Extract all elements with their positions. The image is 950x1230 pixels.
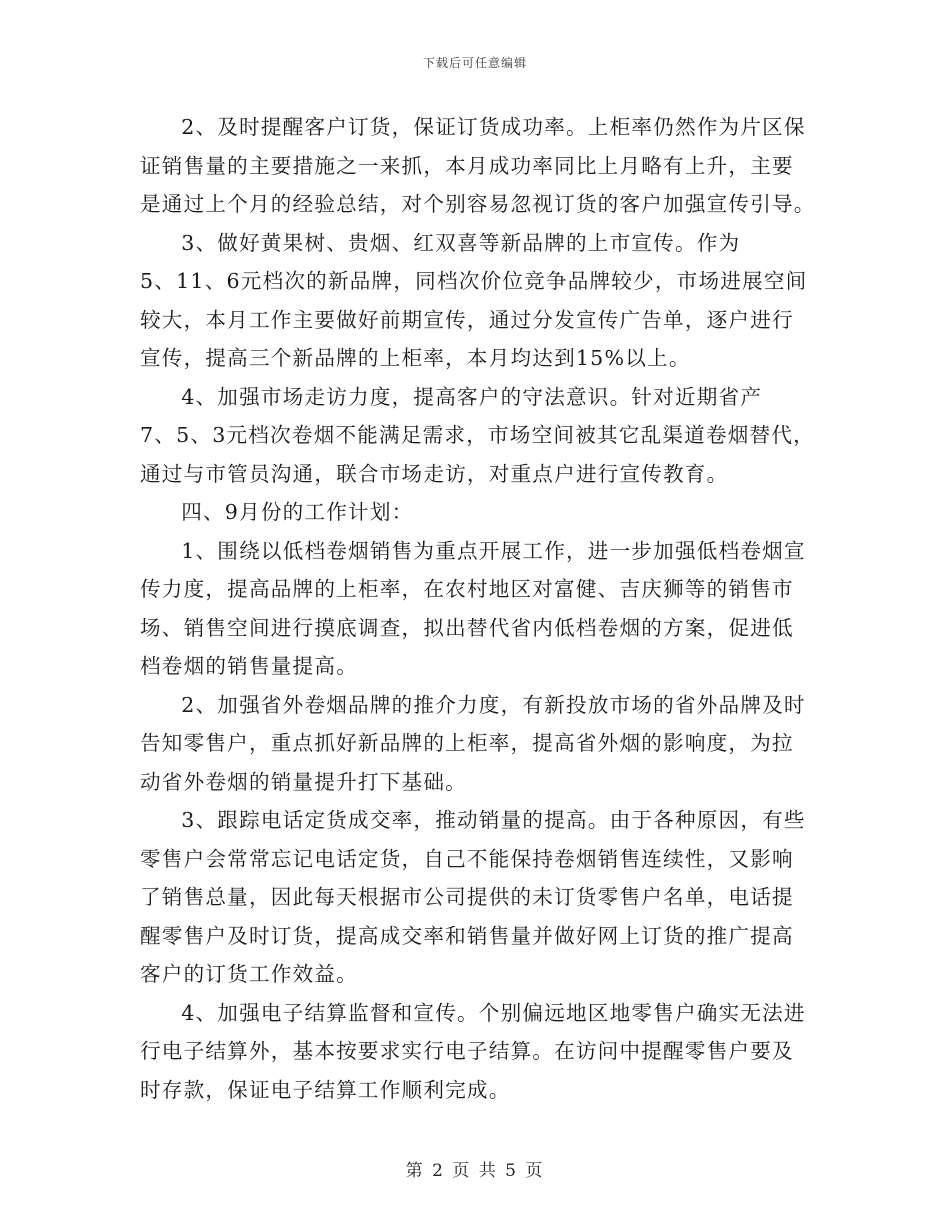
text-line: 5、11、6元档次的新品牌，同档次价位竞争品牌较少，市场进展空间	[140, 269, 808, 293]
text-line: 7、5、3元档次卷烟不能满足需求，市场空间被其它乱渠道卷烟替代，	[140, 423, 815, 447]
text-line: 1、围绕以低档卷烟销售为重点开展工作，进一步加强低档卷烟宣	[181, 538, 806, 563]
section-heading-september-plan	[140, 493, 812, 532]
text-line: 时存款，保证电子结算工作顺利完成。	[140, 1077, 511, 1102]
text-line: 客户的订货工作效益。	[140, 962, 358, 986]
text-line: 是通过上个月的经验总结，对个别容易忽视订货的客户加强宣传引导。	[140, 192, 816, 216]
text-line: 醒零售户及时订货，提高成交率和销售量并做好网上订货的推广提高	[140, 923, 794, 948]
text-line: 行电子结算外，基本按要求实行电子结算。在访问中提醒零售户要及	[140, 1039, 794, 1063]
text-line: 传力度，提高品牌的上柜率，在农村地区对富健、吉庆狮等的销售市	[140, 577, 794, 601]
text-line: 通过与市管员沟通，联合市场走访，对重点户进行宣传教育。	[140, 461, 729, 486]
text-line: 档卷烟的销售量提高。	[140, 654, 358, 678]
document-body	[140, 108, 816, 1109]
paragraph-order-reminder	[140, 108, 816, 224]
text-line: 较大，本月工作主要做好前期宣传，通过分发宣传广告单，逐户进行	[140, 307, 794, 332]
text-line: 2、及时提醒客户订货，保证订货成功率。上柜率仍然作为片区保	[181, 115, 806, 139]
text-line: 4、加强电子结算监督和宣传。个别偏远地区地零售户确实无法进	[181, 1000, 806, 1025]
text-line: 了销售总量，因此每天根据市公司提供的未订货零售户名单，电话提	[140, 885, 794, 909]
page-number-footer: 第 2 页 共 5 页	[405, 1161, 545, 1181]
text-line: 2、加强省外卷烟品牌的推介力度，有新投放市场的省外品牌及时	[181, 692, 806, 717]
text-line: 宣传，提高三个新品牌的上柜率，本月均达到15%以上。	[140, 346, 691, 370]
paragraph-low-grade-sales	[140, 532, 812, 686]
text-line: 证销售量的主要措施之一来抓，本月成功率同比上月略有上升，主要	[140, 153, 794, 178]
paragraph-market-visits	[140, 378, 815, 494]
text-line: 4、加强市场走访力度，提高客户的守法意识。针对近期省产	[181, 384, 763, 409]
paragraph-out-of-province-brands	[140, 686, 812, 802]
text-line: 零售户会常常忘记电话定货，自己不能保持卷烟销售连续性，又影响	[140, 846, 794, 871]
text-line: 四、9月份的工作计划：	[181, 500, 414, 524]
page-header-note: 下载后可任意编辑	[422, 56, 527, 70]
text-line: 3、做好黄果树、贵烟、红双喜等新品牌的上市宣传。作为	[181, 230, 741, 255]
text-line: 告知零售户，重点抓好新品牌的上柜率，提高省外烟的影响度，为拉	[140, 731, 794, 755]
text-line: 3、跟踪电话定货成交率，推动销量的提高。由于各种原因，有些	[181, 808, 806, 832]
paragraph-new-brand-promotion	[140, 224, 812, 378]
text-line: 动省外卷烟的销量提升打下基础。	[140, 769, 467, 794]
text-line: 场、销售空间进行摸底调查，拟出替代省内低档卷烟的方案，促进低	[140, 615, 794, 640]
paragraph-electronic-settlement	[140, 994, 812, 1110]
paragraph-phone-orders	[140, 801, 812, 994]
